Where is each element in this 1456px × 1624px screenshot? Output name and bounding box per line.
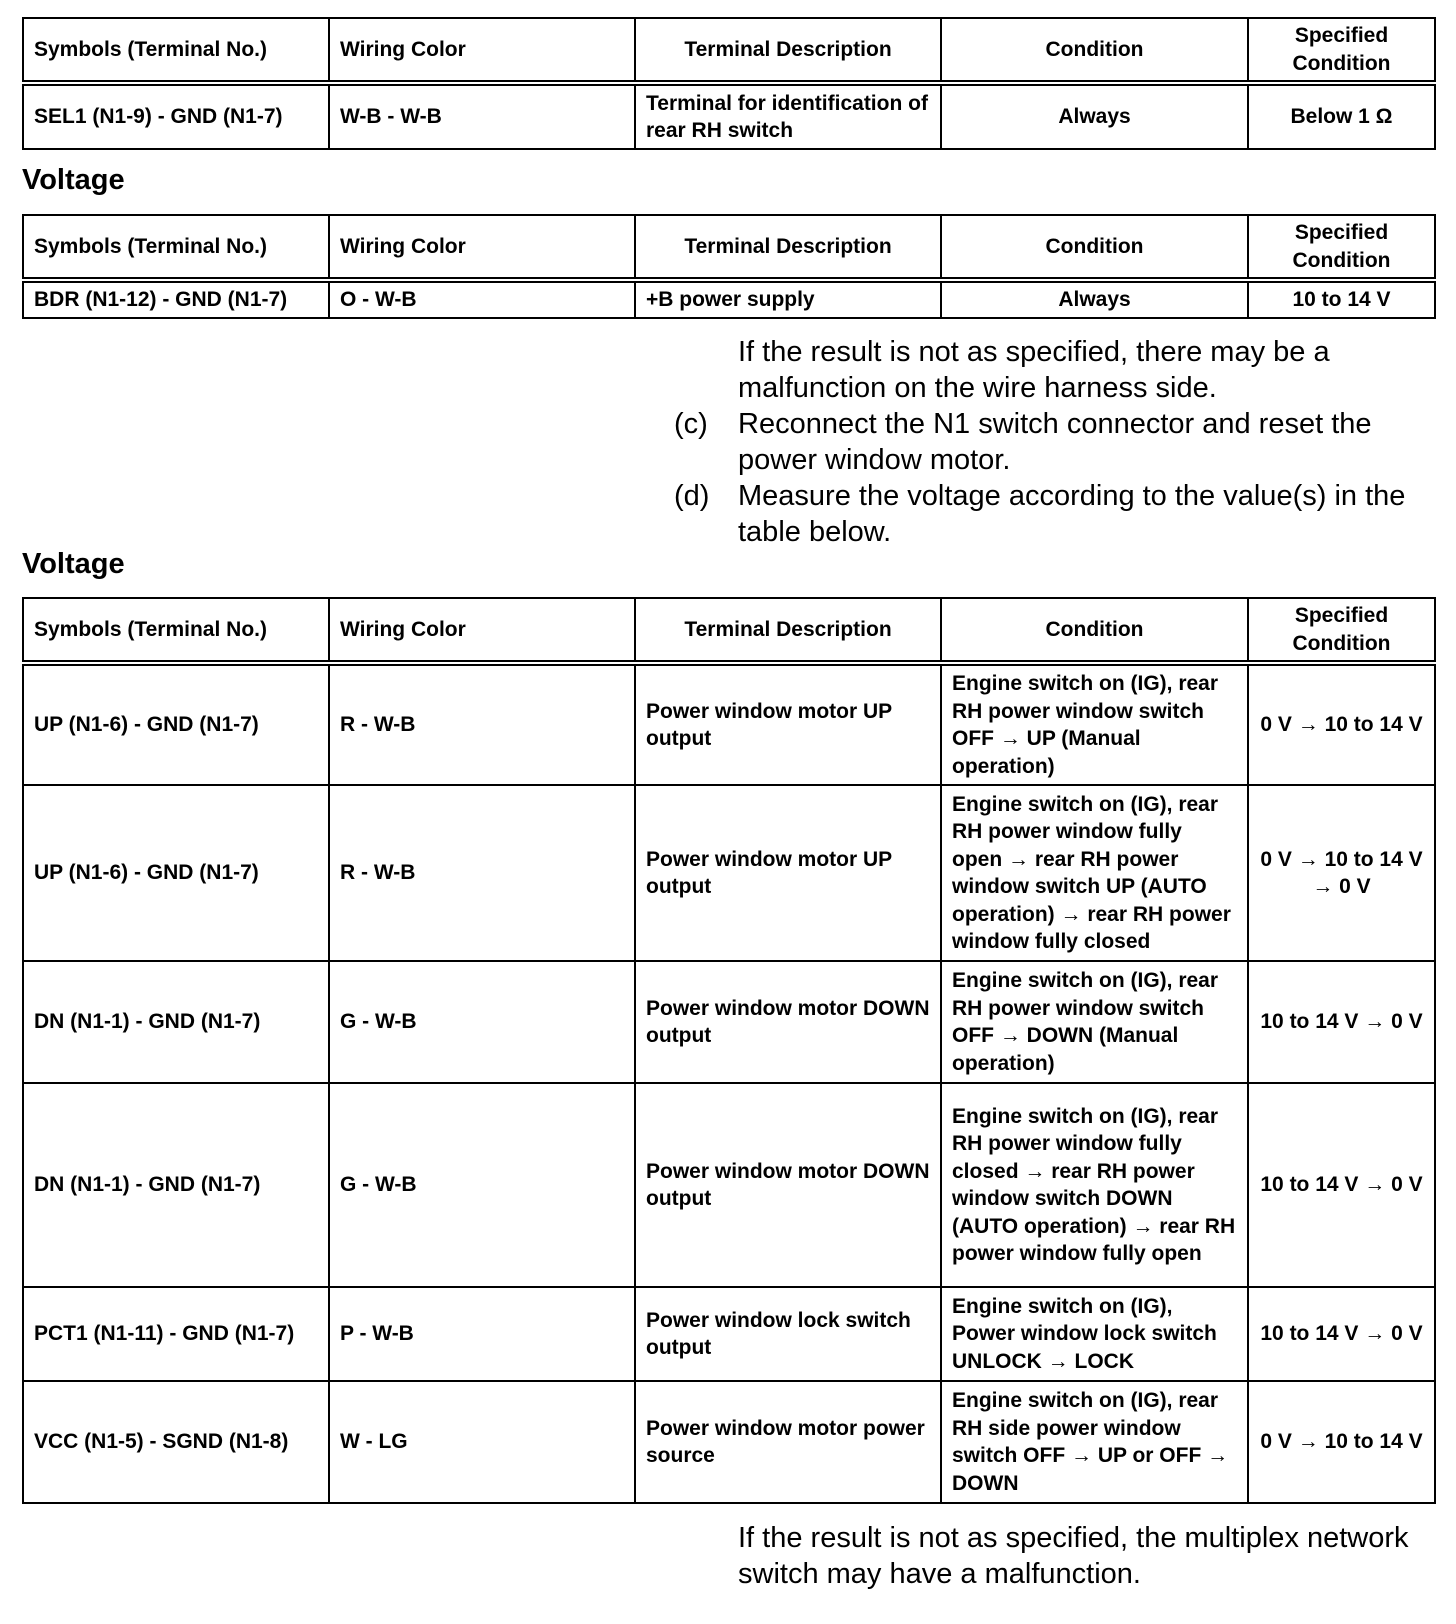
cell-wiring: W - LG <box>329 1381 635 1503</box>
cell-wiring: G - W-B <box>329 1083 635 1287</box>
col-header-condition: Condition <box>941 215 1248 280</box>
cell-symbols: VCC (N1-5) - SGND (N1-8) <box>23 1381 329 1503</box>
col-header-symbols: Symbols (Terminal No.) <box>23 598 329 663</box>
table-row <box>23 1083 1435 1287</box>
cell-condition: Engine switch on (IG), rear RH side power window switch OFF → UP or OFF → DOWN <box>941 1381 1248 1503</box>
cell-specified: 10 to 14 V → 0 V <box>1248 1287 1435 1381</box>
table-header-row <box>23 215 1435 280</box>
cell-wiring: R - W-B <box>329 785 635 961</box>
cell-specified: 10 to 14 V → 0 V <box>1248 1083 1435 1287</box>
cell-specified: 0 V → 10 to 14 V <box>1248 663 1435 785</box>
cell-description: Power window motor DOWN output <box>635 1083 941 1287</box>
cell-condition: Engine switch on (IG), rear RH power window fully closed → rear RH power window switch DOWN (AUTO operation) → rear RH power window fully open <box>941 1083 1248 1287</box>
step-text: Reconnect the N1 switch connector and reset the power window motor. <box>738 408 1372 476</box>
cell-specified: 10 to 14 V → 0 V <box>1248 961 1435 1083</box>
cell-symbols: PCT1 (N1-11) - GND (N1-7) <box>23 1287 329 1381</box>
table-row <box>23 83 1435 149</box>
cell-condition: Always <box>941 83 1248 149</box>
cell-description: Power window motor UP output <box>635 663 941 785</box>
col-header-condition: Condition <box>941 598 1248 663</box>
cell-wiring: R - W-B <box>329 663 635 785</box>
col-header-wiring: Wiring Color <box>329 215 635 280</box>
table-row <box>23 1287 1435 1381</box>
harness-note: If the result is not as specified, there may be a malfunction on the wire harness side. <box>738 336 1330 404</box>
cell-description: Power window motor power source <box>635 1381 941 1503</box>
cell-symbols: DN (N1-1) - GND (N1-7) <box>23 961 329 1083</box>
col-header-specified: Specified Condition <box>1248 18 1435 83</box>
table-row <box>23 961 1435 1083</box>
voltage-table-motor <box>22 597 1436 1504</box>
cell-condition: Engine switch on (IG), rear RH power window switch OFF → DOWN (Manual operation) <box>941 961 1248 1083</box>
cell-specified: 0 V → 10 to 14 V → 0 V <box>1248 785 1435 961</box>
cell-wiring: G - W-B <box>329 961 635 1083</box>
cell-condition: Always <box>941 280 1248 318</box>
step-d <box>674 478 1444 550</box>
col-header-wiring: Wiring Color <box>329 18 635 83</box>
table-row <box>23 663 1435 785</box>
col-header-description: Terminal Description <box>635 215 941 280</box>
cell-condition: Engine switch on (IG), rear RH power window switch OFF → UP (Manual operation) <box>941 663 1248 785</box>
table-header-row <box>23 598 1435 663</box>
section-title-voltage: Voltage <box>22 164 125 196</box>
cell-condition: Engine switch on (IG), Power window lock switch UNLOCK → LOCK <box>941 1287 1248 1381</box>
multiplex-note: If the result is not as specified, the multiplex network switch may have a malfunction. <box>738 1522 1409 1590</box>
col-header-symbols: Symbols (Terminal No.) <box>23 215 329 280</box>
cell-condition: Engine switch on (IG), rear RH power window fully open → rear RH power window switch UP (AUTO operation) → rear RH power window fully closed <box>941 785 1248 961</box>
cell-description: +B power supply <box>635 280 941 318</box>
step-text: Measure the voltage according to the value(s) in the table below. <box>738 480 1406 548</box>
cell-symbols: SEL1 (N1-9) - GND (N1-7) <box>23 83 329 149</box>
step-c <box>674 406 1444 478</box>
col-header-symbols: Symbols (Terminal No.) <box>23 18 329 83</box>
cell-description: Power window lock switch output <box>635 1287 941 1381</box>
cell-symbols: UP (N1-6) - GND (N1-7) <box>23 785 329 961</box>
col-header-specified: Specified Condition <box>1248 598 1435 663</box>
col-header-description: Terminal Description <box>635 598 941 663</box>
cell-symbols: DN (N1-1) - GND (N1-7) <box>23 1083 329 1287</box>
table-row <box>23 785 1435 961</box>
col-header-specified: Specified Condition <box>1248 215 1435 280</box>
table-row <box>23 280 1435 318</box>
cell-symbols: UP (N1-6) - GND (N1-7) <box>23 663 329 785</box>
cell-specified: 10 to 14 V <box>1248 280 1435 318</box>
resistance-table <box>22 17 1436 150</box>
table-header-row <box>23 18 1435 83</box>
cell-specified: Below 1 Ω <box>1248 83 1435 149</box>
step-label: (c) <box>674 408 708 440</box>
col-header-wiring: Wiring Color <box>329 598 635 663</box>
cell-specified: 0 V → 10 to 14 V <box>1248 1381 1435 1503</box>
voltage-table-power <box>22 214 1436 319</box>
cell-description: Power window motor DOWN output <box>635 961 941 1083</box>
cell-description: Terminal for identification of rear RH switch <box>635 83 941 149</box>
table-row <box>23 1381 1435 1503</box>
cell-description: Power window motor UP output <box>635 785 941 961</box>
cell-wiring: W-B - W-B <box>329 83 635 149</box>
cell-symbols: BDR (N1-12) - GND (N1-7) <box>23 280 329 318</box>
col-header-description: Terminal Description <box>635 18 941 83</box>
step-label: (d) <box>674 480 710 512</box>
section-title-voltage: Voltage <box>22 548 125 580</box>
col-header-condition: Condition <box>941 18 1248 83</box>
cell-wiring: P - W-B <box>329 1287 635 1381</box>
cell-wiring: O - W-B <box>329 280 635 318</box>
